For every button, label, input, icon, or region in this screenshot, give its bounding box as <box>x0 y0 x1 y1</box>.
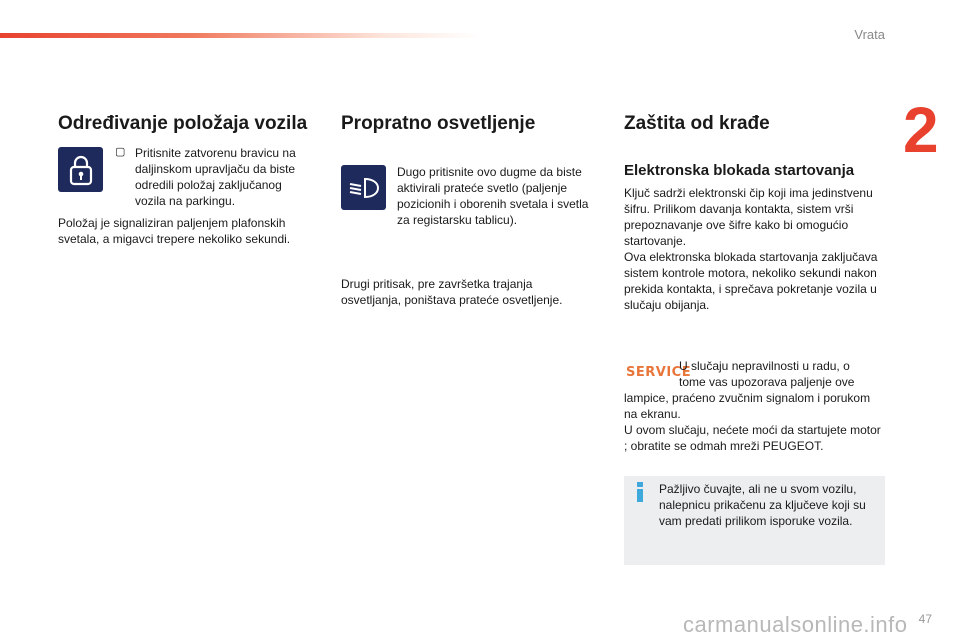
heading-anti-theft: Zaštita od krađe <box>624 113 770 134</box>
paragraph-service-warning-cont: lampice, praćeno zvučnim signalom i porukom na ekranu. <box>624 391 871 421</box>
bullet-marker: ▢ <box>115 146 126 158</box>
instruction-locate: Pritisnite zatvorenu bravicu na daljinskom upravljaču da biste odredili položaj zaključanog vozila na parkingu. <box>135 146 296 208</box>
service-warning-lamp-icon: SERVICE <box>626 365 692 380</box>
paragraph-immobiliser-chip: Ključ sadrži elektronski čip koji ima jedinstvenu šifru. Prilikom davanja kontakta, sistem vrši prepoznavanje ove šifre kako bi omogućio startovanje. <box>624 186 873 248</box>
chapter-number: 2 <box>903 94 939 166</box>
info-note-text: Pažljivo čuvajte, ali ne u svom vozilu, nalepnicu prikačenu za ključeve koji su vam predati prilikom isporuke vozila. <box>659 482 866 528</box>
heading-vehicle-locating: Određivanje položaja vozila <box>58 113 308 134</box>
header-accent-bar <box>0 33 480 38</box>
paragraph-service-contact: U ovom slučaju, nećete moći da startujete motor ; obratite se odmah mreži PEUGEOT. <box>624 423 881 453</box>
paragraph-follow-me-activate: Dugo pritisnite ovo dugme da biste aktivirali prateće svetlo (paljenje pozicionih i oborenih svetala i svetla za registarsku tablicu). <box>397 165 589 227</box>
section-title: Vrata <box>854 27 885 42</box>
lock-remote-button-icon <box>58 147 103 192</box>
paragraph-service-warning: U slučaju nepravilnosti u radu, o tome vas upozorava paljenje ove <box>679 359 855 389</box>
paragraph-immobiliser-lock: Ova elektronska blokada startovanja zaključava sistem kontrole motora, nekoliko sekundi nakon prekida kontakta, i sprečava pokretanje vozila u slučaju obijanja. <box>624 250 878 312</box>
heading-follow-me-lighting: Propratno osvetljenje <box>341 113 536 134</box>
info-icon <box>634 482 646 502</box>
subheading-immobiliser: Elektronska blokada startovanja <box>624 162 855 179</box>
headlamp-button-icon <box>341 165 386 210</box>
page-number: 47 <box>918 612 932 626</box>
watermark: carmanualsonline.info <box>683 612 908 637</box>
paragraph-locate-signal: Položaj je signaliziran paljenjem plafonskih svetala, a migavci trepere nekoliko sekundi. <box>58 216 291 246</box>
paragraph-follow-me-cancel: Drugi pritisak, pre završetka trajanja osvetljanja, poništava prateće osvetljenje. <box>341 277 563 307</box>
